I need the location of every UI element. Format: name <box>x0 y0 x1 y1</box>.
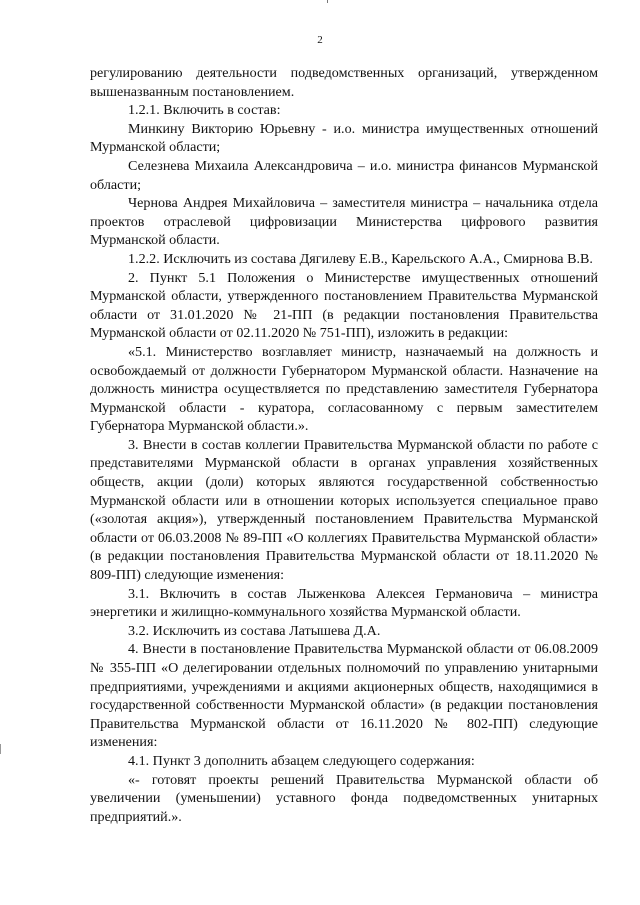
paragraph-2: 2. Пункт 5.1 Положения о Министерстве имущественных отношений Мурманской области, утвержденного постановлением Правительства Мурманской области от 31.01.2020 № 21-ПП (в редакции постановления Правительства Мурманской области от 02.11.2020 № 751-ПП), изложить в редакции: <box>90 269 598 342</box>
page-number: 2 <box>317 34 323 46</box>
paragraph-5-1-quote: «5.1. Министерство возглавляет министр, назначаемый на должность и освобождаемый от должности Губернатором Мурманской области. Назначение на должность министра осуществляется по представлению заместителя Губернатора Мурманской области - куратора, согласованному с первым заместителем Губернатора Мурманской области.». <box>90 343 598 435</box>
paragraph-3-2: 3.2. Исключить из состава Латышева Д.А. <box>128 622 381 639</box>
paragraph-4: 4. Внести в постановление Правительства Мурманской области от 06.08.2009 № 355-ПП «О делегировании отдельных полномочий по управлению унитарными предприятиями, учреждениями и акциями акционерных обществ, находящимися в государственной собственности Мурманской области» (в редакции постановления Правительства Мурманской области от 16.11.2020 № 802-ПП) следующие изменения: <box>90 641 598 751</box>
paragraph-4-1-quote: «- готовят проекты решений Правительства Мурманской области об увеличении (уменьшении) уставного фонда подведомственных унитарных предприятий.». <box>90 771 598 825</box>
paragraph-seleznev: Селезнева Михаила Александровича – и.о. министра финансов Мурманской области; <box>90 157 598 193</box>
paragraph-3-1: 3.1. Включить в состав Лыженкова Алексея Германовича – министра энергетики и жилищно-коммунального хозяйства Мурманской области. <box>90 585 598 621</box>
paragraph-minkina: Минкину Викторию Юрьевну - и.о. министра имущественных отношений Мурманской области; <box>90 120 598 156</box>
paragraph-chernov: Чернова Андрея Михайловича – заместителя министра – начальника отдела проектов отраслевой цифровизации Министерства цифрового развития Мурманской области. <box>90 195 598 249</box>
paragraph-4-1: 4.1. Пункт 3 дополнить абзацем следующего содержания: <box>128 752 475 769</box>
paragraph-1-2-2: 1.2.2. Исключить из состава Дягилеву Е.В., Карельского А.А., Смирнова В.В. <box>128 250 593 267</box>
document-body <box>90 64 598 826</box>
scan-mark-top <box>327 0 328 3</box>
paragraph-1-2-1: 1.2.1. Включить в состав: <box>128 102 281 119</box>
scan-mark-left <box>0 744 1 754</box>
paragraph-continuation: регулированию деятельности подведомственных организаций, утвержденном вышеназванным постановлением. <box>90 65 598 100</box>
paragraph-3: 3. Внести в состав коллегии Правительства Мурманской области по работе с представителями Мурманской области в органах управления хозяйственных обществ, акции (доли) которых являются государственной собственностью Мурманской области или в отношении которых используется специальное право («золотая акция»), утвержденный постановлением Правительства Мурманской области от 06.03.2008 № 89-ПП «О коллегиях Правительства Мурманской области» (в редакции постановления Правительства Мурманской области от 18.11.2020 № 809-ПП) следующие изменения: <box>90 436 598 584</box>
